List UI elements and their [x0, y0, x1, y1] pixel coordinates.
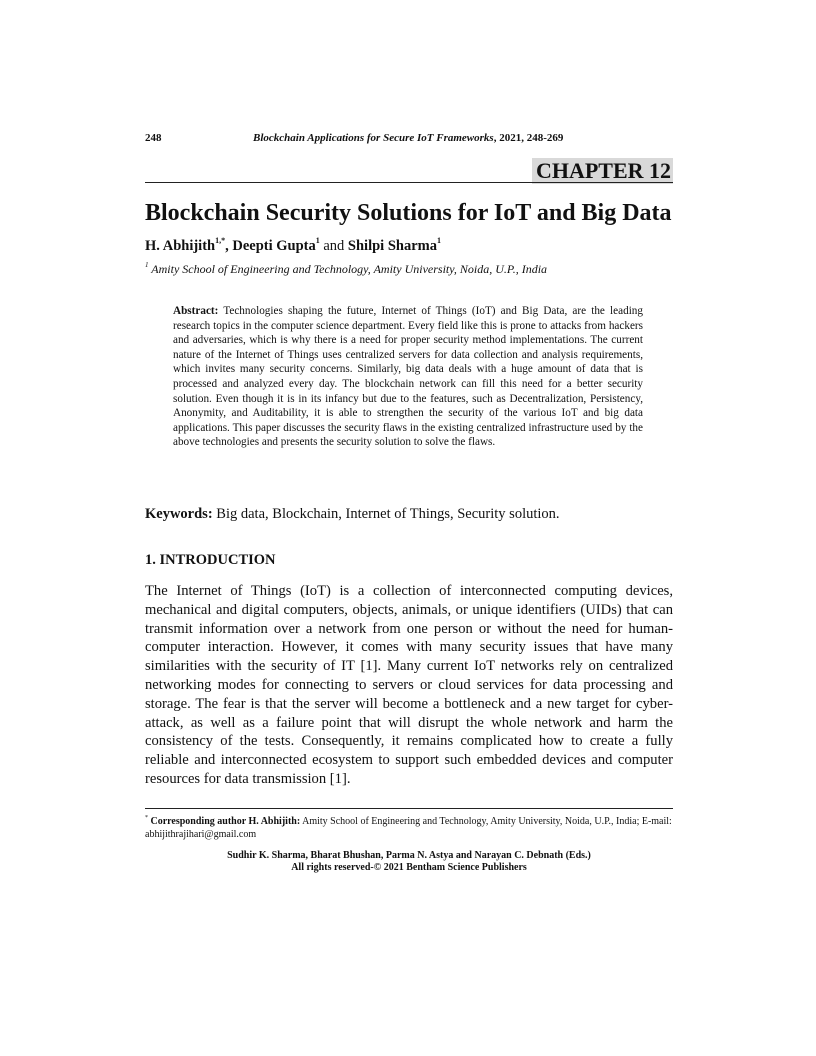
intro-paragraph: The Internet of Things (IoT) is a collection of interconnected computing devices, mechanical and digital computers, objects, animals, or unique identifiers (UIDs) that can transmit information over a network from one person or without the need for human-computer interaction. However, it comes with many security issues that have many similarities with the security of IT [1]. Many current IoT networks rely on centralized networking modes for connecting to servers or cloud services for data processing and storage. The fear is that the server will become a bottleneck and a new target for cyber-attack, as well as a failure point that will disrupt the whole network and harm the consistency of the tests. Consequently, it remains complicated how to create a fully reliable and interconnected ecosystem to support such embedded devices and computer resources for data transmission [1].: [145, 583, 673, 787]
author-list: [145, 236, 441, 255]
affiliation-sup: 1: [145, 261, 149, 269]
chapter-rule: [145, 182, 673, 183]
abstract-label: Abstract:: [173, 305, 219, 317]
keywords-label: Keywords:: [145, 506, 213, 522]
editors-line: Sudhir K. Sharma, Bharat Bhushan, Parma N. Astya and Narayan C. Debnath (Eds.): [227, 850, 591, 861]
footnote-text: Amity School of Engineering and Technology, Amity University, Noida, U.P., India; E-mail: abhijithrajihari@gmail.com: [145, 816, 672, 840]
footnote: [145, 812, 673, 841]
chapter-title: Blockchain Security Solutions for IoT and Big Data: [145, 200, 672, 226]
book-info: , 2021, 248-269: [493, 132, 564, 144]
author-sup: 1: [436, 236, 441, 245]
page-number: 248: [145, 132, 162, 144]
author-sup: 1: [315, 236, 320, 245]
author-and: and: [319, 238, 348, 254]
affiliation-text: Amity School of Engineering and Technology, Amity University, Noida, U.P., India: [148, 262, 548, 276]
author-name: Deepti Gupta: [232, 238, 316, 254]
keywords: [145, 506, 673, 523]
author-sup: 1,*: [215, 236, 226, 245]
abstract-text: Technologies shaping the future, Internet of Things (IoT) and Big Data, are the leading research topics in the computer science department. Every field like this is prone to attacks from hackers and adversaries, which is why there is a need for proper security method implementations. The current nature of the Internet of Things uses centralized servers for data collection and analysis requirements, which invites many security concerns. Similarly, big data deals with a huge amount of data that is processed and analyzed every day. The blockchain network can fill this need for a better security solution. Even though it is in its infancy but due to the features, such as Decentralization, Persistency, Anonymity, and Auditability, it is able to strengthen the security of the various IoT and big data applications. This paper discusses the security flaws in the existing centralized infrastructure used by the above technologies and presents the security solution to solve the flaws.: [173, 305, 643, 449]
affiliation: [145, 261, 547, 277]
chapter-label: CHAPTER 12: [532, 158, 673, 184]
author-name: Shilpi Sharma: [347, 238, 437, 254]
book-source: [253, 132, 563, 144]
footnote-label: Corresponding author H. Abhijith:: [148, 816, 301, 827]
footnote-rule: [145, 808, 673, 809]
author-sep: ,: [225, 238, 233, 254]
rights-line: All rights reserved-© 2021 Bentham Science Publishers: [291, 862, 527, 873]
publisher-info: [145, 850, 673, 874]
author-name: H. Abhijith: [145, 238, 216, 254]
footnote-sup: *: [145, 815, 148, 821]
abstract: [173, 304, 643, 450]
section-heading: 1. INTRODUCTION: [145, 552, 276, 568]
keywords-text: Big data, Blockchain, Internet of Things, Security solution.: [212, 506, 560, 522]
book-title: Blockchain Applications for Secure IoT Frameworks: [253, 132, 494, 144]
